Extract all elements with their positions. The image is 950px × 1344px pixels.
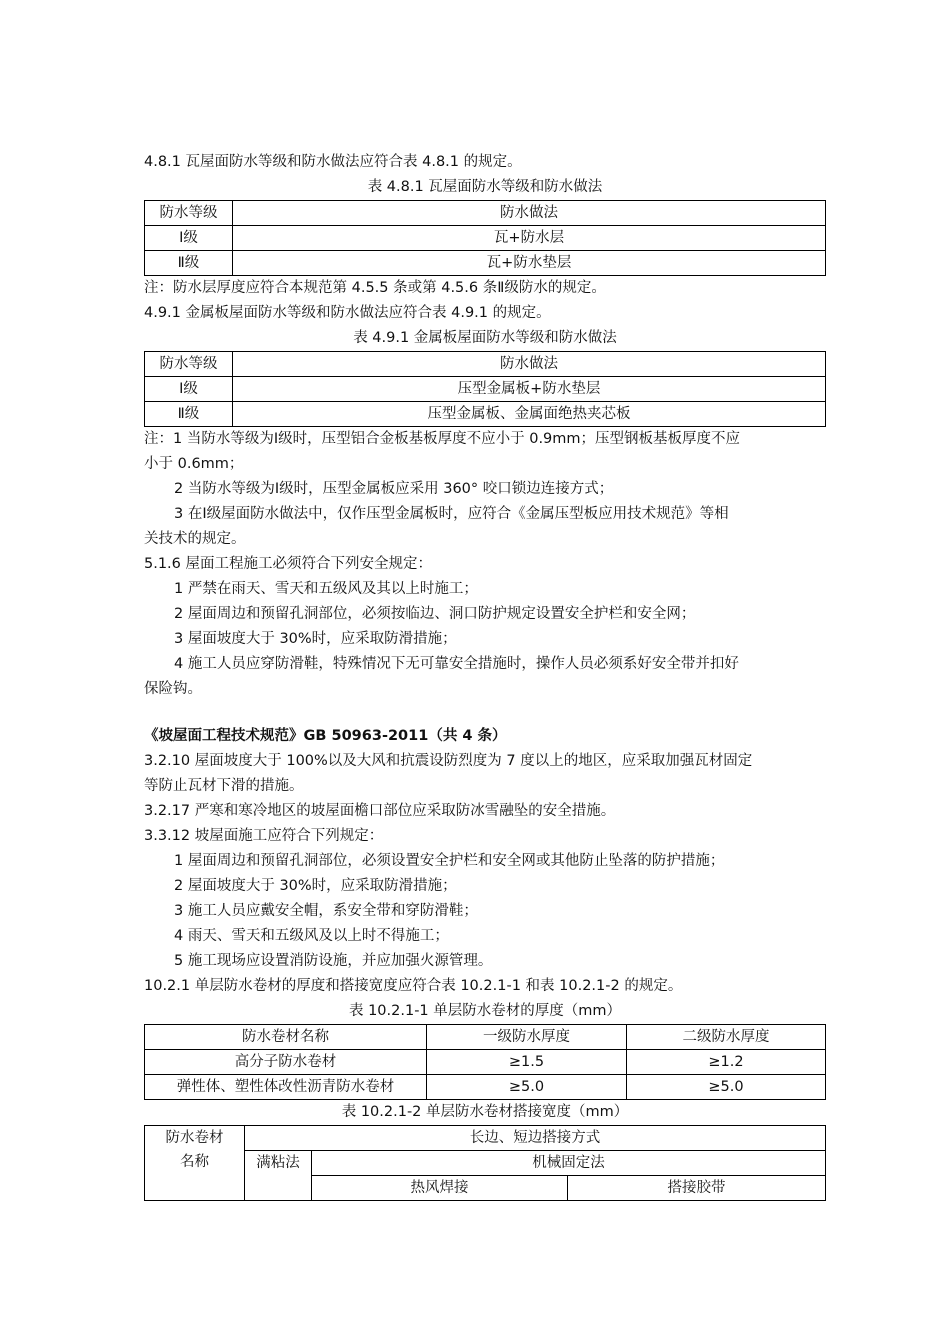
table-cell: 压型金属板+防水垫层 bbox=[233, 377, 826, 402]
list-item: 4 施工人员应穿防滑鞋，特殊情况下无可靠安全措施时，操作人员必须系好安全带并扣好 bbox=[174, 656, 739, 672]
table-cell: Ⅰ级 bbox=[145, 377, 233, 402]
full-adhesion-cell: 满粘法 bbox=[245, 1151, 312, 1201]
name-header-cell bbox=[145, 1126, 245, 1201]
clause-4-8-1: 4.8.1 瓦屋面防水等级和防水做法应符合表 4.8.1 的规定。 bbox=[144, 154, 522, 170]
table-cell: Ⅱ级 bbox=[145, 402, 233, 427]
note-line: 关技术的规定。 bbox=[144, 531, 246, 547]
clause-10-2-1: 10.2.1 单层防水卷材的厚度和搭接宽度应符合表 10.2.1-1 和表 10.2.1-2 的规定。 bbox=[144, 978, 683, 994]
table-cell: 弹性体、塑性体改性沥青防水卷材 bbox=[145, 1075, 427, 1100]
table-caption-4-8-1: 表 4.8.1 瓦屋面防水等级和防水做法 bbox=[367, 179, 603, 195]
document-page bbox=[144, 150, 826, 1201]
list-item: 2 屋面坡度大于 30%时，应采取防滑措施； bbox=[174, 878, 457, 894]
hot-air-weld-cell: 热风焊接 bbox=[312, 1176, 568, 1201]
name-header-line-2: 名称 bbox=[180, 1154, 209, 1170]
clause-4-9-1: 4.9.1 金属板屋面防水等级和防水做法应符合表 4.9.1 的规定。 bbox=[144, 305, 551, 321]
table-row bbox=[145, 251, 826, 276]
table-caption-10-2-1-2: 表 10.2.1-2 单层防水卷材搭接宽度（mm） bbox=[341, 1104, 629, 1120]
table-row bbox=[145, 226, 826, 251]
table-cell: Ⅱ级 bbox=[145, 251, 233, 276]
clause-3-2-17: 3.2.17 严寒和寒冷地区的坡屋面檐口部位应采取防冰雪融坠的安全措施。 bbox=[144, 803, 616, 819]
list-item: 5 施工现场应设置消防设施，并应加强火源管理。 bbox=[174, 953, 493, 969]
table-caption-4-9-1: 表 4.9.1 金属板屋面防水等级和防水做法 bbox=[353, 330, 617, 346]
table-cell: ≥5.0 bbox=[427, 1075, 627, 1100]
mechanical-fix-cell: 机械固定法 bbox=[312, 1151, 826, 1176]
table-header-row bbox=[145, 1025, 826, 1050]
table-row bbox=[145, 377, 826, 402]
clause-5-1-6: 5.1.6 屋面工程施工必须符合下列安全规定： bbox=[144, 556, 433, 572]
list-item: 3 屋面坡度大于 30%时，应采取防滑措施； bbox=[174, 631, 457, 647]
table-4-9-1 bbox=[144, 351, 826, 427]
table-caption-10-2-1-1: 表 10.2.1-1 单层防水卷材的厚度（mm） bbox=[348, 1003, 622, 1019]
header-cell: 防水做法 bbox=[233, 352, 826, 377]
section-heading: 《坡屋面工程技术规范》GB 50963-2011（共 4 条） bbox=[144, 728, 507, 744]
note-4-8-1: 注：防水层厚度应符合本规范第 4.5.5 条或第 4.5.6 条Ⅱ级防水的规定。 bbox=[144, 280, 606, 296]
header-cell: 防水等级 bbox=[145, 201, 233, 226]
table-cell: ≥1.5 bbox=[427, 1050, 627, 1075]
list-item: 4 雨天、雪天和五级风及以上时不得施工； bbox=[174, 928, 449, 944]
table-row bbox=[145, 1075, 826, 1100]
header-cell: 防水做法 bbox=[233, 201, 826, 226]
name-header-line-1: 防水卷材 bbox=[165, 1130, 224, 1146]
note-line: 注：1 当防水等级为Ⅰ级时，压型铝合金板基板厚度不应小于 0.9mm；压型钢板基板厚度不应 bbox=[144, 431, 741, 447]
table-4-8-1 bbox=[144, 200, 826, 276]
header-cell: 防水卷材名称 bbox=[145, 1025, 427, 1050]
table-row bbox=[145, 1050, 826, 1075]
table-cell: 压型金属板、金属面绝热夹芯板 bbox=[233, 402, 826, 427]
table-cell: ≥1.2 bbox=[627, 1050, 826, 1075]
table-cell: 高分子防水卷材 bbox=[145, 1050, 427, 1075]
note-line: 2 当防水等级为Ⅰ级时，压型金属板应采用 360° 咬口锁边连接方式； bbox=[174, 481, 614, 497]
list-item-tail: 保险钩。 bbox=[144, 681, 202, 697]
table-header-row bbox=[145, 1151, 826, 1176]
method-header-cell: 长边、短边搭接方式 bbox=[245, 1126, 826, 1151]
list-item: 2 屋面周边和预留孔洞部位，必须按临边、洞口防护规定设置安全护栏和安全网； bbox=[174, 606, 696, 622]
clause-3-2-10-cont: 等防止瓦材下滑的措施。 bbox=[144, 778, 304, 794]
list-item: 1 严禁在雨天、雪天和五级风及其以上时施工； bbox=[174, 581, 478, 597]
list-item: 1 屋面周边和预留孔洞部位，必须设置安全护栏和安全网或其他防止坠落的防护措施； bbox=[174, 853, 725, 869]
table-10-2-1-1 bbox=[144, 1024, 826, 1100]
table-cell: Ⅰ级 bbox=[145, 226, 233, 251]
header-cell: 二级防水厚度 bbox=[627, 1025, 826, 1050]
table-cell: ≥5.0 bbox=[627, 1075, 826, 1100]
note-line: 3 在Ⅰ级屋面防水做法中，仅作压型金属板时，应符合《金属压型板应用技术规范》等相 bbox=[174, 506, 729, 522]
clause-3-3-12: 3.3.12 坡屋面施工应符合下列规定： bbox=[144, 828, 384, 844]
table-row bbox=[145, 402, 826, 427]
tape-cell: 搭接胶带 bbox=[568, 1176, 826, 1201]
table-header-row bbox=[145, 201, 826, 226]
table-header-row bbox=[145, 352, 826, 377]
clause-3-2-10: 3.2.10 屋面坡度大于 100%以及大风和抗震设防烈度为 7 度以上的地区，应采取加强瓦材固定 bbox=[144, 753, 753, 769]
header-cell: 防水等级 bbox=[145, 352, 233, 377]
header-cell: 一级防水厚度 bbox=[427, 1025, 627, 1050]
table-cell: 瓦+防水垫层 bbox=[233, 251, 826, 276]
table-10-2-1-2 bbox=[144, 1125, 826, 1201]
table-header-row bbox=[145, 1126, 826, 1151]
list-item: 3 施工人员应戴安全帽，系安全带和穿防滑鞋； bbox=[174, 903, 478, 919]
table-cell: 瓦+防水层 bbox=[233, 226, 826, 251]
note-line: 小于 0.6mm； bbox=[144, 456, 244, 472]
